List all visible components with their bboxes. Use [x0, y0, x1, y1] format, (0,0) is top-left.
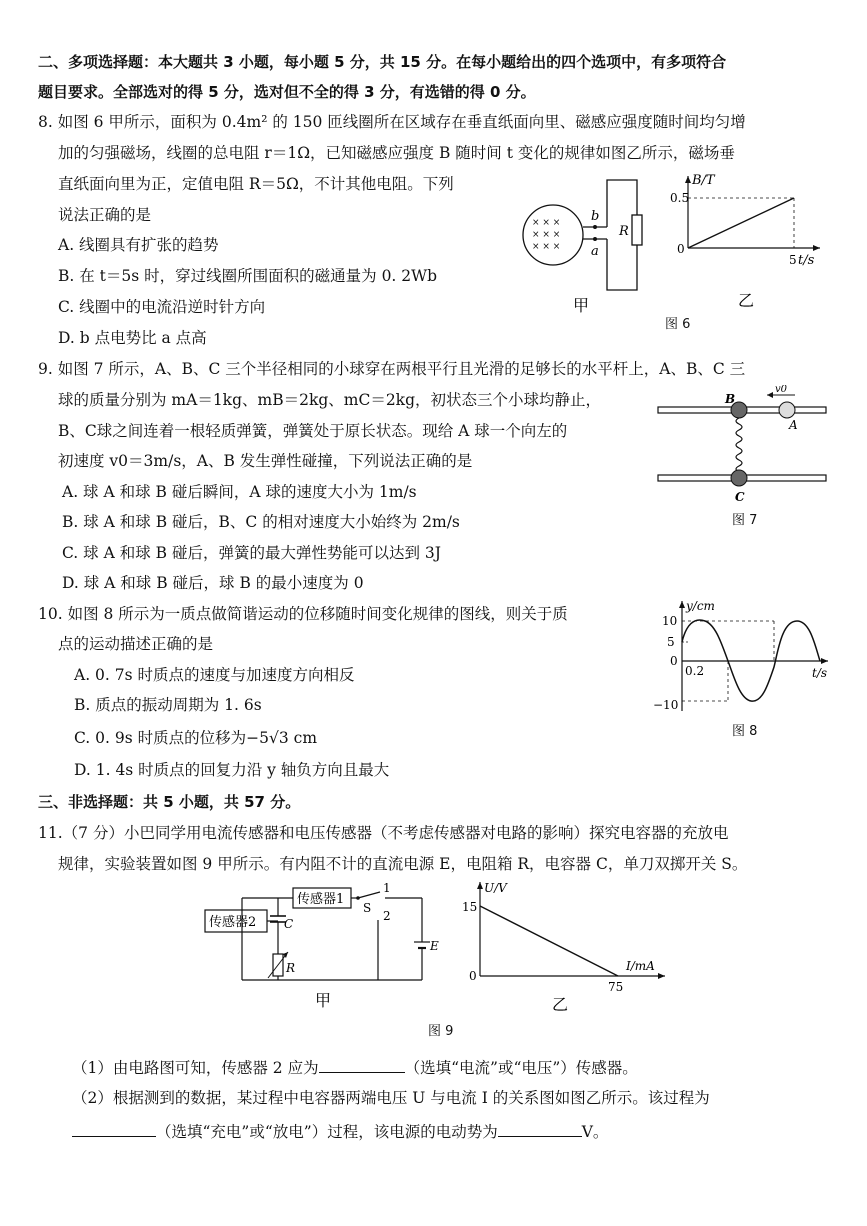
q9-option-a: A. 球 A 和球 B 碰后瞬间，A 球的速度大小为 1m/s: [62, 483, 417, 501]
q9-stem-line3: B、C球之间连着一根轻质弹簧，弹簧处于原长状态。现给 A 球一个向左的: [58, 422, 568, 440]
figure7-spring: [736, 418, 742, 472]
q10-option-a: A. 0. 7s 时质点的速度与加速度方向相反: [74, 666, 355, 684]
q11-sub1-text-a: （1）由电路图可知，传感器 2 应为: [72, 1059, 319, 1077]
figure9-y-axis-label: U/V: [484, 881, 507, 895]
figure9-x-tick: 75: [608, 980, 624, 994]
figure6-series-line: [688, 198, 794, 248]
figure8-displacement-graph: [650, 595, 835, 715]
figure9-label-s: S: [363, 901, 372, 915]
q10-option-b: B. 质点的振动周期为 1. 6s: [74, 696, 262, 714]
figure8-y-zero: 0: [670, 654, 678, 668]
q11-sub1-blank[interactable]: [319, 1056, 405, 1073]
figure6-circuit: [515, 175, 665, 315]
q11-sub1-text-b: （选填“电流”或“电压”）传感器。: [404, 1059, 638, 1077]
q11-stem-line1: 11.（7 分）小巴同学用电流传感器和电压传感器（不考虑传感器对电路的影响）探究电容器的充放电: [38, 824, 729, 842]
figure9-label-e: E: [430, 939, 439, 953]
section2-heading-line1: 二、多项选择题：本大题共 3 小题，每小题 5 分，共 15 分。在每小题给出的四个选项中，有多项符合: [38, 53, 727, 71]
figure6-origin: 0: [677, 242, 685, 256]
figure7-label-c: C: [735, 490, 745, 504]
q8-option-d: D. b 点电势比 a 点高: [58, 329, 207, 347]
figure8-x-tick: 0.2: [685, 664, 705, 678]
q9-option-d: D. 球 A 和球 B 碰后，球 B 的最小速度为 0: [62, 574, 364, 592]
figure6-label-R: R: [619, 224, 629, 239]
q8-option-c: C. 线圈中的电流沿逆时针方向: [58, 298, 266, 316]
q10-stem-line2: 点的运动描述正确的是: [58, 635, 214, 653]
figure6-x-axis-label: t/s: [798, 253, 815, 268]
figure7-label-b: B: [725, 392, 736, 406]
figure6-label-yi: 乙: [738, 291, 755, 310]
q11-sub1: [72, 1056, 638, 1078]
figure9-series-line: [480, 906, 618, 976]
figure6-label-b: b: [591, 209, 600, 224]
q11-sub2-line2: [72, 1120, 608, 1142]
q8-option-b: B. 在 t＝5s 时，穿过线圈所围面积的磁通量为 0. 2Wb: [58, 267, 438, 285]
figure6-x-tick: 5: [789, 253, 797, 267]
q11-sub2-blank-process[interactable]: [72, 1120, 156, 1137]
figure9-sensor2-label: 传感器2: [209, 915, 257, 930]
q11-sub2-blank-emf[interactable]: [498, 1120, 582, 1137]
figure9-label-1: 1: [383, 881, 391, 895]
figure9-origin: 0: [469, 969, 477, 983]
q8-stem-line2: 加的匀强磁场，线圈的总电阻 r＝1Ω，已知磁感应强度 B 随时间 t 变化的规律如图乙所示，磁场垂: [58, 144, 735, 162]
figure6-label-jia: 甲: [573, 296, 590, 315]
figure9-label-2: 2: [383, 909, 391, 923]
figure7-caption: 图 7: [732, 513, 758, 528]
figure9-caption: 图 9: [428, 1024, 454, 1039]
q10-option-d: D. 1. 4s 时质点的回复力沿 y 轴负方向且最大: [74, 761, 390, 779]
figure9-y-tick: 15: [462, 900, 478, 914]
q8-stem-line1: 8. 如图 6 甲所示，面积为 0.4m² 的 150 匝线圈所在区域存在垂直纸面向里、磁感应强度随时间均匀增: [38, 113, 746, 131]
figure6-caption: 图 6: [665, 317, 691, 332]
figure9-ui-graph: [460, 878, 675, 1013]
figure7-ball-a: [779, 402, 795, 418]
q10-stem-line1: 10. 如图 8 所示为一质点做简谐运动的位移随时间变化规律的图线，则关于质: [38, 605, 568, 623]
figure7-label-a: A: [789, 418, 798, 432]
figure9-label-jia: 甲: [315, 991, 332, 1010]
q9-stem-line4: 初速度 v0＝3m/s，A、B 发生弹性碰撞，下列说法正确的是: [58, 452, 473, 470]
figure9-label-yi: 乙: [552, 995, 569, 1013]
figure7-ball-c: [731, 470, 747, 486]
svg-text:× × ×: × × ×: [532, 242, 561, 252]
q8-option-a: A. 线圈具有扩张的趋势: [58, 236, 219, 254]
figure7-balls-springs: [655, 385, 830, 505]
section3-heading: 三、非选择题：共 5 小题，共 57 分。: [38, 793, 301, 811]
figure6-y-tick: 0.5: [670, 191, 690, 205]
figure9-label-r: R: [286, 961, 296, 975]
q11-sub2-text-b: （选填“充电”或“放电”）过程，该电源的电动势为: [156, 1123, 498, 1141]
q10-option-c: C. 0. 9s 时质点的位移为−5√3 cm: [74, 729, 318, 747]
section2-heading-line2: 题目要求。全部选对的得 5 分，选对但不全的得 3 分，有选错的得 0 分。: [38, 83, 536, 101]
figure6-label-a: a: [591, 244, 599, 259]
figure8-y-mid: 5: [667, 635, 675, 649]
q9-stem-line1: 9. 如图 7 所示，A、B、C 三个半径相同的小球穿在两根平行且光滑的足够长的水平杆上，A、B、C 三: [38, 360, 746, 378]
svg-text:× × ×: × × ×: [532, 230, 561, 240]
figure9-circuit: [200, 880, 450, 1010]
figure8-caption: 图 8: [732, 724, 758, 739]
q9-option-c: C. 球 A 和球 B 碰后，弹簧的最大弹性势能可以达到 3J: [62, 544, 441, 562]
figure9-label-c: C: [284, 917, 294, 931]
figure6-y-axis-label: B/T: [692, 173, 715, 188]
figure8-y-max: 10: [662, 614, 678, 628]
figure6-bt-graph: [670, 170, 830, 315]
q11-stem-line2: 规律，实验装置如图 9 甲所示。有内阻不计的直流电源 E，电阻箱 R，电容器 C，单刀双掷开关 S。: [58, 855, 748, 873]
q9-stem-line2: 球的质量分别为 mA＝1kg、mB＝2kg、mC＝2kg，初状态三个小球均静止，: [58, 391, 601, 409]
figure8-x-axis-label: t/s: [812, 666, 828, 680]
q8-stem-line4: 说法正确的是: [58, 206, 152, 224]
svg-text:× × ×: × × ×: [532, 218, 561, 228]
q8-stem-line3: 直纸面向里为正，定值电阻 R＝5Ω，不计其他电阻。下列: [58, 175, 454, 193]
q9-option-b: B. 球 A 和球 B 碰后，B、C 的相对速度大小始终为 2m/s: [62, 513, 460, 531]
figure8-y-min: −10: [653, 698, 679, 712]
q11-sub2-line1: （2）根据测到的数据，某过程中电容器两端电压 U 与电流 I 的关系图如图乙所示。该过程为: [72, 1089, 710, 1107]
q11-sub2-text-c: V。: [581, 1123, 609, 1141]
figure9-x-axis-label: I/mA: [626, 959, 655, 973]
figure8-y-axis-label: y/cm: [686, 599, 715, 613]
figure9-sensor1-label: 传感器1: [297, 892, 345, 907]
figure7-label-v0: v0: [775, 385, 788, 395]
